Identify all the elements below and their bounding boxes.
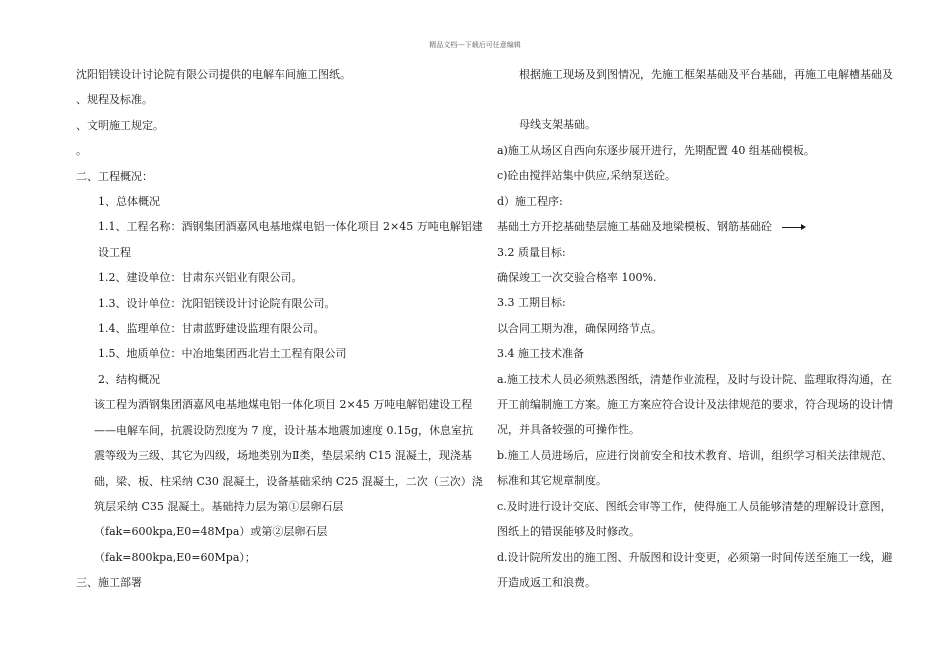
paragraph: a.施工技术人员必须熟悉图纸，清楚作业流程，及时与设计院、监理取得沟通，在开工前编制施工方案。施工方案应符合设计及法律规范的要求，符合现场的设计情况，并具备较强的可操作性。	[497, 372, 893, 437]
right-column	[497, 62, 902, 595]
text-line: 、规程及标准。	[76, 93, 153, 107]
process-flow-text: 基础土方开挖基础垫层施工基础及地梁模板、钢筋基础砼	[497, 220, 772, 234]
subsection-heading: 2、结构概况	[98, 372, 160, 386]
text-line: d）施工程序:	[497, 194, 563, 208]
text-line: 1.5、地质单位：中冶地集团西北岩土工程有限公司	[98, 347, 347, 361]
text-line: 1.3、设计单位：沈阳铝镁设计讨论院有限公司。	[98, 296, 336, 310]
section-heading: 二、工程概况：	[76, 169, 153, 183]
text-line: a)施工从场区自西向东逐步展开进行，先期配置 40 组基础模板。	[497, 144, 815, 157]
paragraph: d.设计院所发出的施工图、升版图和设计变更，必须第一时间传送至施工一线，避开造成返工和浪费。	[497, 550, 893, 589]
left-column	[76, 62, 484, 596]
text-line: c)砼由搅拌站集中供应,采纳泵送砼。	[497, 169, 676, 183]
paragraph: 根据施工现场及到图情况，先施工框架基础及平台基础，再施工电解槽基础及母线支架基础。	[519, 68, 893, 131]
text-line: 确保竣工一次交验合格率 100%.	[497, 271, 657, 285]
section-heading: 三、施工部署	[76, 576, 142, 590]
process-flow	[497, 214, 902, 239]
subsection-heading: 3.2 质量目标:	[497, 245, 566, 259]
text-line: 沈阳铝镁设计讨论院有限公司提供的电解车间施工图纸。	[76, 68, 351, 81]
text-line: 以合同工期为准，确保网络节点。	[497, 321, 662, 335]
arrow-right-icon	[782, 227, 804, 228]
paragraph: b.施工人员进场后，应进行岗前安全和技术教育、培训，组织学习相关法律规范、标准和其它规章制度。	[497, 448, 893, 488]
subsection-heading: 3.3 工期目标:	[497, 296, 566, 310]
text-line: 1.2、建设单位：甘肃东兴铝业有限公司。	[98, 271, 303, 285]
text-line: 、文明施工规定。	[76, 118, 164, 132]
text-line: 1.1、工程名称：酒钢集团酒嘉风电基地煤电铝一体化项目 2×45 万吨电解铝建设工程	[98, 220, 483, 259]
text-line: 。	[76, 144, 87, 158]
text-line: 1.4、监理单位：甘肃蓝野建设监理有限公司。	[98, 322, 325, 336]
page-header: 精品文档---下载后可任意编辑	[429, 41, 521, 49]
subsection-heading: 1、总体概况	[98, 195, 160, 209]
paragraph: c.及时进行设计交底、图纸会审等工作，使得施工人员能够清楚的理解设计意图，图纸上的错误能够及时修改。	[497, 499, 892, 539]
paragraph: 该工程为酒钢集团酒嘉风电基地煤电铝一体化项目 2×45 万吨电解铝建设工程——电解车间，抗震设防烈度为 7 度，设计基本地震加速度 0.15g，休息室抗震等级为三级、其它为四级，场地类别为Ⅱ类，垫层采纳 C15 混凝土，现浇基础，梁、板、柱采纳 C30 混凝土，设备基础采纳 C25 混凝土，二次（三次）浇筑层采纳 C35 混凝土。基础持力层为第①层卵石层（fak=600kpa,E0=48Mpa）或第②层卵石层（fak=800kpa,E0=60Mpa）；	[94, 398, 483, 564]
subsection-heading: 3.4 施工技术准备	[497, 347, 584, 361]
